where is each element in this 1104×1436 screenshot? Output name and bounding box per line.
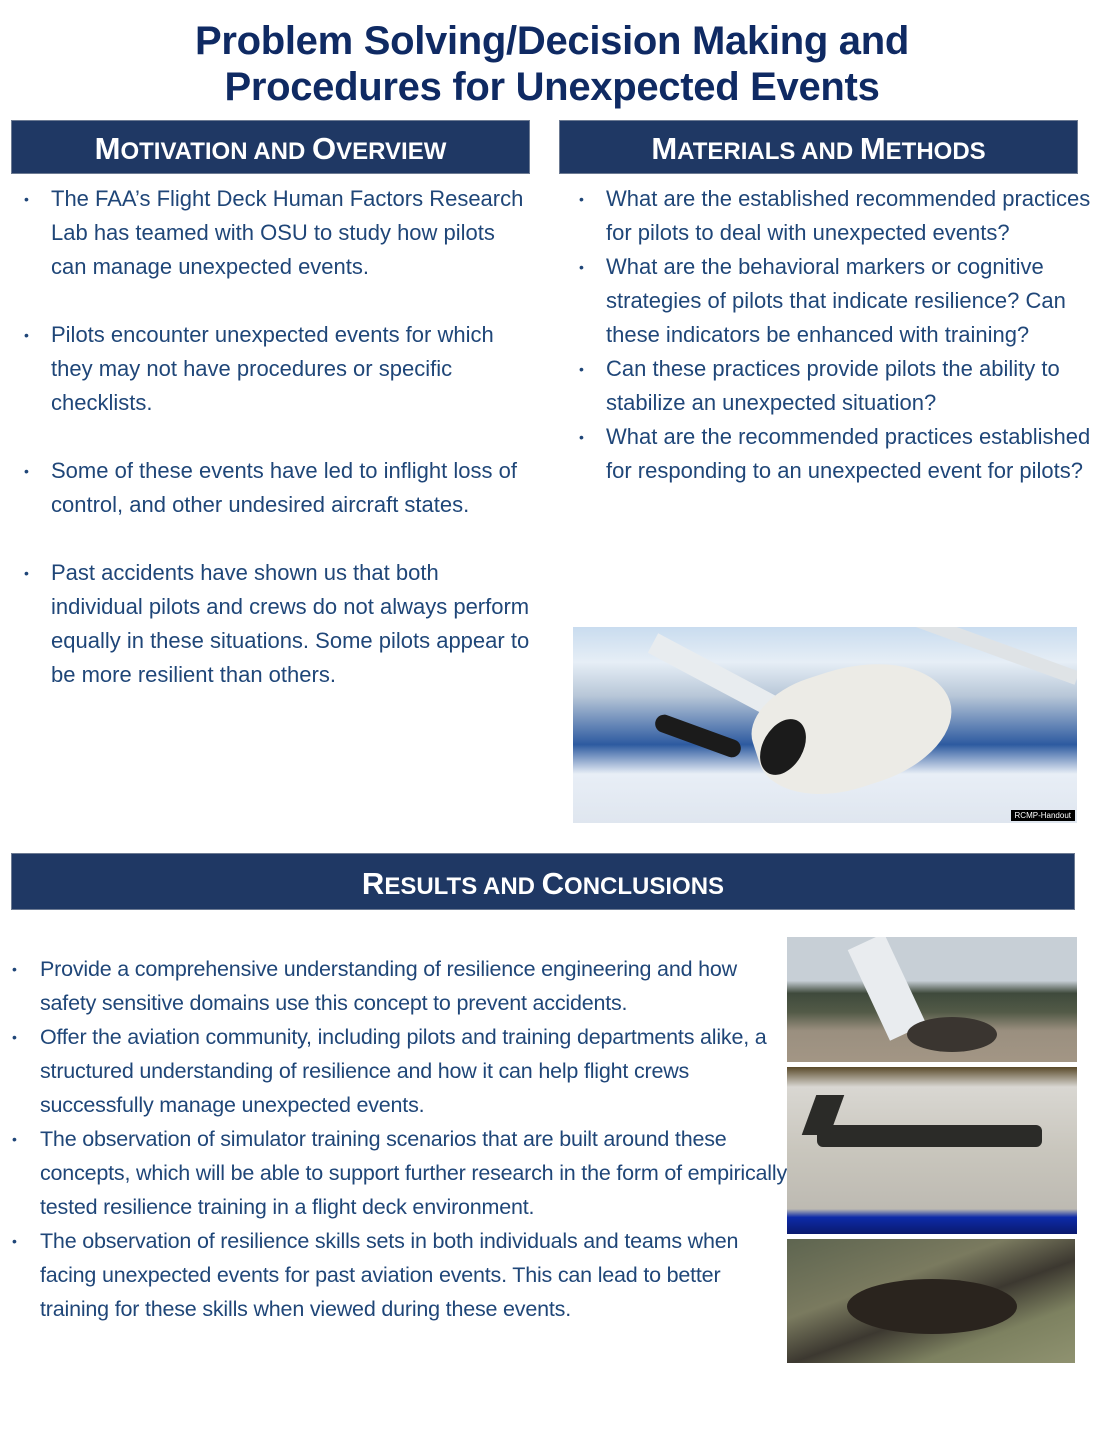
results-bullet-list [12,952,792,1326]
bullet-icon: • [12,1029,17,1045]
bullet-text: What are the recommended practices established for responding to an unexpected event for pilots? [606,424,1091,483]
heading-text: ESULTS AND [384,873,542,900]
bullet-text: What are the behavioral markers or cognitive strategies of pilots that indicate resilience? Can these indicators be enhanced with training? [606,254,1066,347]
bullet-icon: • [579,191,584,207]
bullet-item [12,1224,792,1326]
bullet-icon: • [24,463,29,479]
bullet-text: What are the established recommended practices for pilots to deal with unexpected events? [606,186,1091,245]
heading-initial: O [312,131,337,166]
motivation-bullet-list [24,182,534,692]
section-header-methods [559,120,1078,174]
bullet-text: The FAA’s Flight Deck Human Factors Research Lab has teamed with OSU to study how pilots can manage unexpected events. [51,186,524,279]
crashed-plane-runway-photo [787,937,1077,1062]
bullet-item [12,1020,792,1122]
bullet-icon: • [24,191,29,207]
crash-site-aerial-photo [787,1239,1075,1363]
bullet-icon: • [12,1233,17,1249]
bullet-text: Can these practices provide pilots the ability to stabilize an unexpected situation? [606,356,1060,415]
poster-title [0,18,1104,110]
bullet-icon: • [24,327,29,343]
bullet-text: Pilots encounter unexpected events for which they may not have procedures or specific checklists. [51,322,494,415]
bullet-text: Past accidents have shown us that both individual pilots and crews do not always perform equally in these situations. Some pilots appear to be more resilient than others. [51,560,530,687]
photo-credit: RCMP-Handout [1011,810,1075,821]
crashed-plane-snow-photo [573,627,1077,823]
section-header-results [11,853,1075,910]
wreckage-shape [907,1017,997,1052]
heading-text: ETHODS [885,138,986,165]
heading-initial: M [859,131,886,166]
heading-initial: C [541,866,565,901]
heading-initial: M [94,131,121,166]
title-line-1: Problem Solving/Decision Making and [194,19,910,63]
bullet-icon: • [579,361,584,377]
bullet-icon: • [12,1131,17,1147]
heading-text: OTIVATION AND [120,138,312,165]
heading-initial: R [361,866,385,901]
wreckage-shape [847,1279,1017,1334]
bullet-icon: • [579,429,584,445]
bullet-text: The observation of resilience skills sets in both individuals and teams when facing unexpected events for past aviation events. This can lead to better training for these skills when viewed during these events. [40,1229,739,1321]
bullet-icon: • [12,961,17,977]
bullet-item [579,182,1099,250]
bullet-item [579,420,1099,488]
bullet-item [24,454,534,522]
heading-text: ONCLUSIONS [564,873,725,900]
section-header-motivation [11,120,530,174]
bullet-text: Provide a comprehensive understanding of resilience engineering and how safety sensitive domains use this concept to prevent accidents. [40,957,737,1015]
heading-text: ATERIALS AND [677,138,860,165]
heading-text: VERVIEW [336,138,447,165]
bullet-item [12,1122,792,1224]
bullet-item [579,250,1099,352]
methods-bullet-list [579,182,1099,488]
bullet-item [24,182,534,284]
bullet-item [12,952,792,1020]
bullet-text: Offer the aviation community, including pilots and training departments alike, a structured understanding of resilience and how it can help flight crews successfully manage unexpected events. [40,1025,767,1117]
bullet-icon: • [579,259,584,275]
bullet-text: Some of these events have led to inflight loss of control, and other undesired aircraft states. [51,458,517,517]
heading-initial: M [651,131,678,166]
propeller-shape [653,712,744,760]
bullet-text: The observation of simulator training scenarios that are built around these concepts, which will be able to support further research in the form of empirically tested resilience training in a flight deck environment. [40,1127,787,1219]
title-line-2: Procedures for Unexpected Events [224,65,880,109]
bullet-item [579,352,1099,420]
burned-jet-photo [787,1067,1077,1234]
bullet-item [24,556,534,692]
bullet-icon: • [24,565,29,581]
fuselage-shape [817,1125,1042,1147]
bullet-item [24,318,534,420]
